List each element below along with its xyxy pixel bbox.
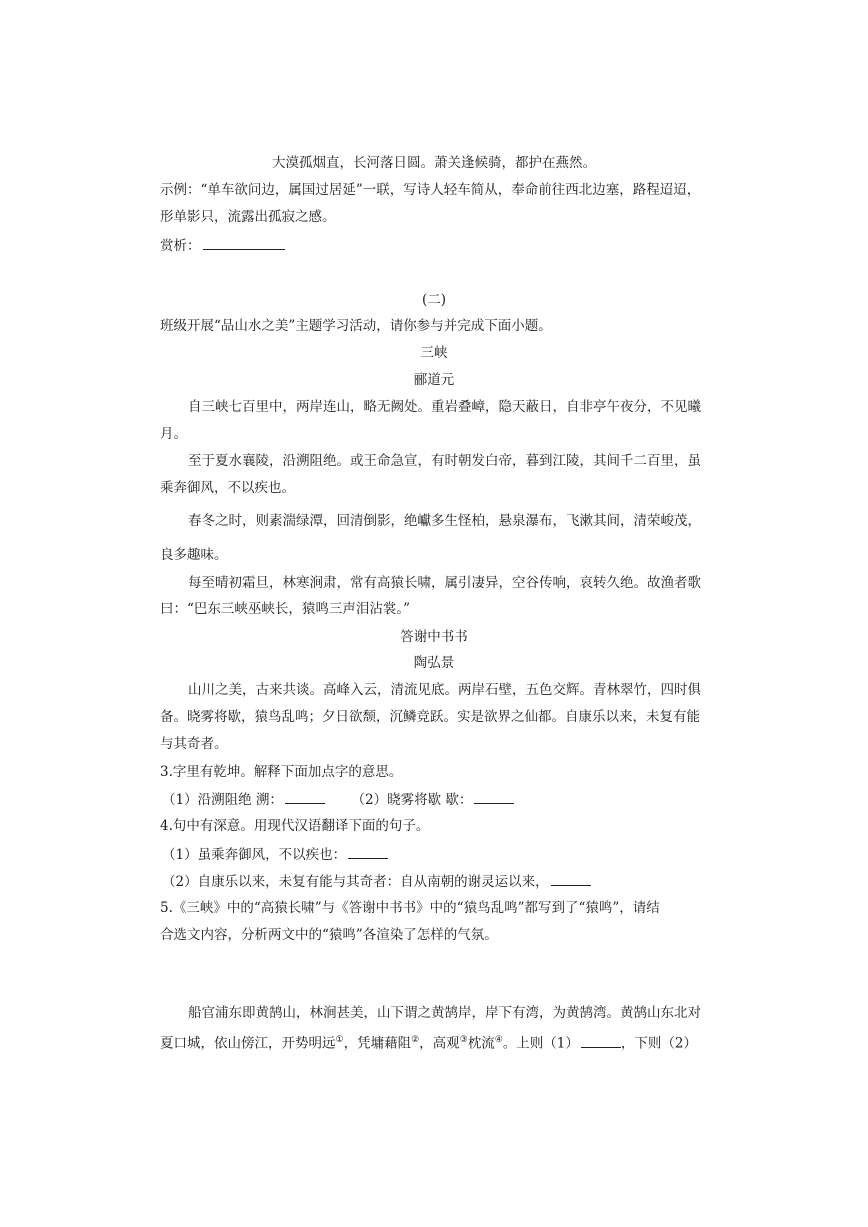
text-c-segment-1: 夏口城，依山傍江，开势明远 bbox=[160, 1035, 336, 1052]
text-a-p4-line2: 曰：“巴东三峡巫峡长，猿鸣三声泪沾裳。” bbox=[160, 601, 411, 617]
question-4-item-2: （2）自康乐以来，未复有能与其奇者：自从南朝的谢灵运以来， bbox=[162, 874, 549, 890]
text-a-p2-line2: 乘奔御风，不以疾也。 bbox=[160, 480, 295, 496]
text-c-line-2 bbox=[160, 1030, 697, 1054]
question-3-item-1: （1）沿溯阻绝 溯： bbox=[162, 792, 283, 808]
text-a-p4-line1: 每至晴初霜旦，林寒涧肃，常有高猿长啸，属引凄异，空谷传响，哀转久绝。故渔者歌 bbox=[188, 575, 701, 591]
footnote-4: ④ bbox=[494, 1035, 503, 1045]
question-4-blank-1[interactable] bbox=[348, 844, 388, 859]
text-c-blank-1[interactable] bbox=[581, 1033, 621, 1048]
text-a-author: 郦道元 bbox=[413, 372, 455, 388]
question-4-blank-2[interactable] bbox=[551, 871, 591, 886]
question-3-stem: 3.字里有乾坤。解释下面加点字的意思。 bbox=[160, 764, 403, 780]
text-b-line3: 与其奇者。 bbox=[160, 736, 228, 752]
section-two-heading: (二) bbox=[421, 292, 447, 308]
poem-line: 大漠孤烟直，长河落日圆。萧关逢候骑，都护在燕然。 bbox=[272, 155, 596, 171]
example-line-2: 形单影只，流露出孤寂之感。 bbox=[160, 209, 336, 225]
question-5-line-2: 合选文内容，分析两文中的“猿鸣”各渲染了怎样的气氛。 bbox=[160, 927, 498, 943]
text-a-p3-line2: 良多趣味。 bbox=[160, 547, 228, 563]
text-b-title: 答谢中书书 bbox=[400, 629, 468, 645]
footnote-1: ① bbox=[335, 1035, 344, 1045]
question-3-blank-1[interactable] bbox=[285, 789, 325, 804]
question-4-stem: 4.句中有深意。用现代汉语翻译下面的句子。 bbox=[160, 818, 430, 834]
appreciation-blank[interactable] bbox=[203, 235, 285, 250]
footnote-3: ③ bbox=[459, 1035, 468, 1045]
question-4-item-1: （1）虽乘奔御风，不以疾也： bbox=[162, 847, 347, 863]
question-3-blank-2[interactable] bbox=[474, 789, 514, 804]
example-line-1: 示例：“单车欲问边，属国过居延”一联，写诗人轻车简从，奉命前往西北边塞，路程迢迢， bbox=[160, 182, 701, 198]
appreciation-line bbox=[160, 235, 285, 256]
text-b-author: 陶弘景 bbox=[413, 655, 455, 671]
text-c-segment-5: 。上则（1） bbox=[502, 1035, 579, 1052]
question-4-item-1-line bbox=[162, 844, 388, 865]
text-c-segment-6: ，下则（2） bbox=[620, 1035, 697, 1052]
text-a-title: 三峡 bbox=[420, 345, 448, 361]
question-3-item-2: （2）晓雾将歇 歇： bbox=[351, 792, 473, 808]
text-a-p1-line2: 月。 bbox=[160, 426, 187, 442]
text-a-p1-line1: 自三峡七百里中，两岸连山，略无阙处。重岩叠嶂，隐天蔽日，自非亭午夜分，不见曦 bbox=[188, 399, 701, 415]
question-3-items bbox=[162, 789, 514, 810]
text-a-p2-line1: 至于夏水襄陵，沿溯阻绝。或王命急宣，有时朝发白帝，暮到江陵，其间千二百里，虽 bbox=[188, 453, 701, 469]
appreciation-label: 赏析： bbox=[160, 238, 201, 254]
text-c-segment-2: ，凭墉藉阻 bbox=[343, 1035, 412, 1052]
footnote-2: ② bbox=[411, 1035, 420, 1045]
question-5-line-1: 5.《三峡》中的“高猿长啸”与《答谢中书书》中的“猿鸟乱鸣”都写到了“猿鸣”，请结 bbox=[160, 900, 660, 916]
section-two-intro: 班级开展“品山水之美”主题学习活动，请你参与并完成下面小题。 bbox=[160, 318, 552, 334]
question-4-item-2-line bbox=[162, 871, 591, 892]
text-b-line2: 备。晓雾将歇，猿鸟乱鸣；夕日欲颓，沉鳞竞跃。实是欲界之仙都。自康乐以来，未复有能 bbox=[160, 709, 700, 725]
text-c-segment-4: 枕流 bbox=[467, 1035, 495, 1052]
text-a-p3-line1: 春冬之时，则素湍绿潭，回清倒影，绝巘多生怪柏，悬泉瀑布，飞漱其间，清荣峻茂， bbox=[188, 513, 701, 529]
text-c-line-1: 船官浦东即黄鹄山，林涧甚美，山下谓之黄鹄岸，岸下有湾，为黄鹄湾。黄鹄山东北对 bbox=[188, 1005, 701, 1021]
text-b-line1: 山川之美，古来共谈。高峰入云，清流见底。两岸石壁，五色交辉。青林翠竹，四时俱 bbox=[188, 682, 701, 698]
text-c-segment-3: ，高观 bbox=[419, 1035, 460, 1052]
